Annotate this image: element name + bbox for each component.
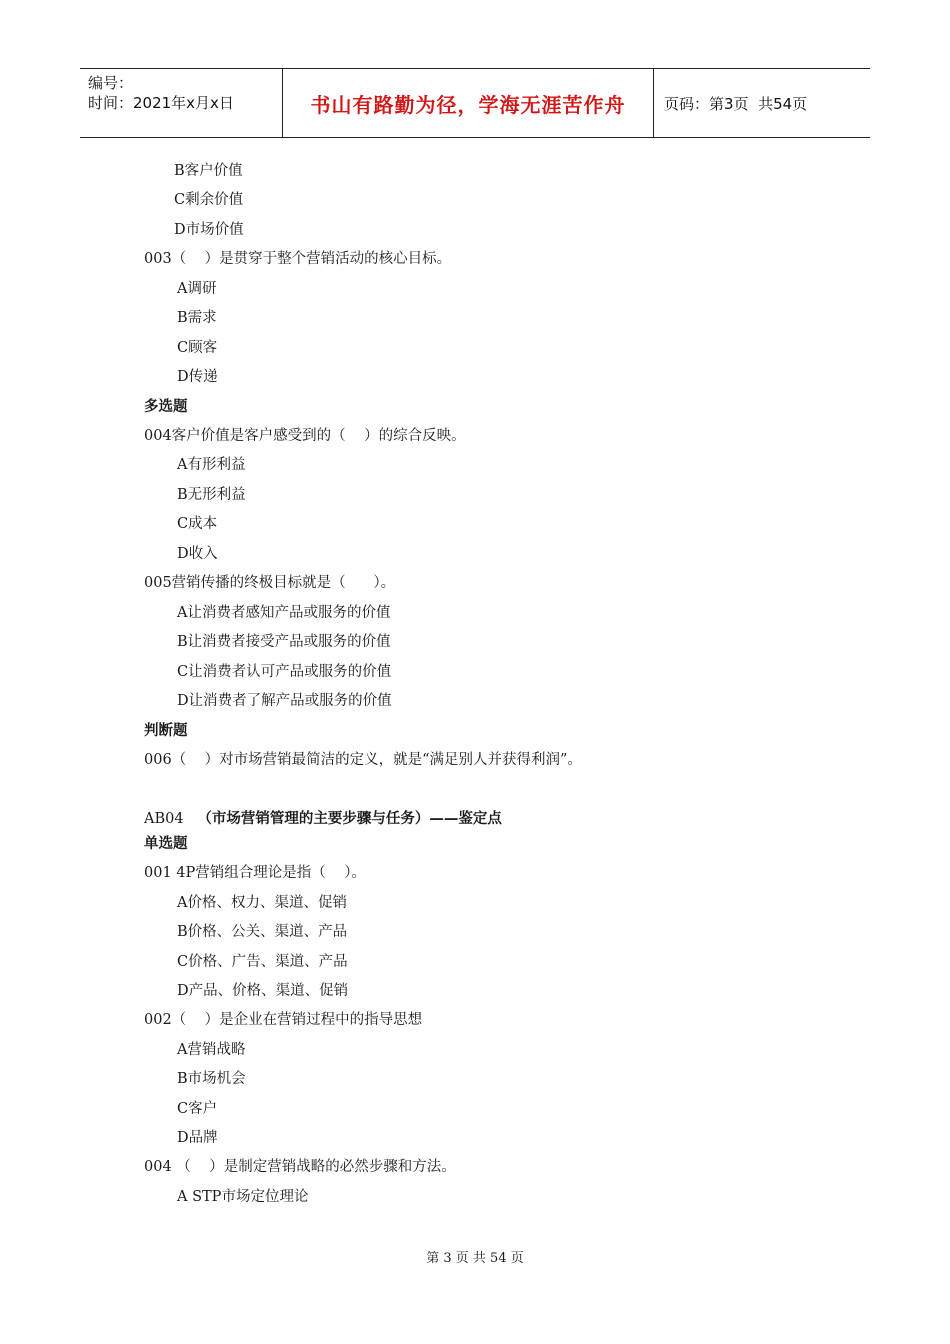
question-003-option-b: B需求 [177,310,217,326]
question-006: 006（ ）对市场营销最简洁的定义，就是“满足别人并获得利润”。 [144,752,582,768]
question-005-option-b: B让消费者接受产品或服务的价值 [177,634,391,650]
question-001-option-c: C价格、广告、渠道、产品 [177,954,348,970]
question-004-b-option-a: A STP市场定位理论 [177,1189,309,1205]
question-001-option-d: D产品、价格、渠道、促销 [177,983,349,999]
question-005-option-a: A让消费者感知产品或服务的价值 [177,605,391,621]
question-004-b: 004 （ ）是制定营销战略的必然步骤和方法。 [144,1159,456,1175]
question-004-option-c: C成本 [177,516,218,532]
page-header [80,68,870,138]
question-003: 003（ ）是贯穿于整个营销活动的核心目标。 [144,251,452,267]
question-001-option-a: A价格、权力、渠道、促销 [177,895,347,911]
unit-code: AB04 [144,811,184,827]
question-003-option-a: A调研 [177,281,217,297]
section-heading-multiple-choice: 多选题 [144,399,188,415]
question-002-option-d: D品牌 [177,1130,218,1146]
time-label: 时间：2021年x月x日 [88,94,234,112]
question-002-option-b: B市场机会 [177,1071,246,1087]
page-footer: 第 3 页 共 54 页 [426,1251,524,1266]
section-heading-single-choice: 单选题 [144,836,188,852]
question-002-option-a: A营销战略 [177,1042,246,1058]
header-left-cell [80,69,282,137]
unit-title: （市场营销管理的主要步骤与任务）——鉴定点 [197,811,502,827]
option-c-surplus-value: C剩余价值 [174,192,244,208]
page-info: 页码：第3页 共54页 [664,94,808,113]
question-004-option-a: A有形利益 [177,457,246,473]
question-005: 005营销传播的终极目标就是（ ）。 [144,575,396,591]
option-b-customer-value: B客户价值 [174,163,243,179]
unit-heading-ab04 [144,810,502,828]
motto: 书山有路勤为径，学海无涯苦作舟 [282,69,654,137]
question-005-option-d: D让消费者了解产品或服务的价值 [177,693,392,709]
question-005-option-c: C让消费者认可产品或服务的价值 [177,664,392,680]
question-004: 004客户价值是客户感受到的（ ）的综合反映。 [144,428,466,444]
question-004-option-b: B无形利益 [177,487,246,503]
section-heading-true-false: 判断题 [144,723,188,739]
question-002-option-c: C客户 [177,1101,218,1117]
number-label: 编号： [88,74,134,92]
question-003-option-d: D传递 [177,369,218,385]
option-d-market-value: D市场价值 [174,222,244,238]
question-001: 001 4P营销组合理论是指（ ）。 [144,865,366,881]
question-002: 002（ ）是企业在营销过程中的指导思想 [144,1012,423,1028]
question-004-option-d: D收入 [177,546,218,562]
question-001-option-b: B价格、公关、渠道、产品 [177,924,348,940]
question-003-option-c: C顾客 [177,340,218,356]
